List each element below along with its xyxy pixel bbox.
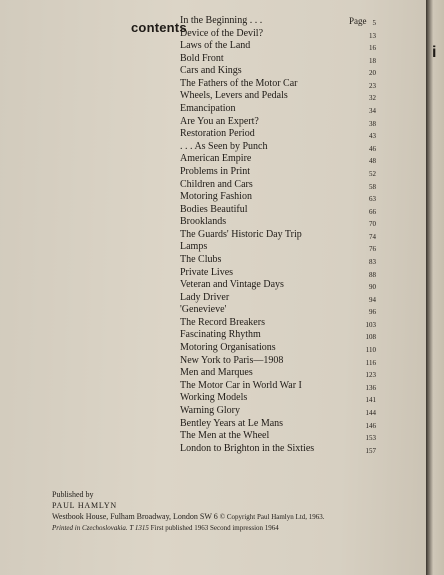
toc-entry-page: 52 [369, 169, 376, 178]
toc-entry [180, 15, 380, 28]
toc-entry-page: 63 [369, 195, 376, 204]
toc-entry-page: 136 [365, 383, 376, 392]
toc-entry-page: 38 [369, 119, 376, 128]
toc-entry [180, 166, 380, 179]
toc-entry-page: 110 [365, 346, 376, 355]
toc-entry [180, 90, 380, 103]
toc-entry-title: Device of the Devil? [180, 27, 264, 39]
toc-entry-page: 58 [369, 182, 376, 191]
copyright-notice: © Copyright Paul Hamlyn Ltd, 1963. [219, 513, 325, 521]
toc-entry-title: The Motor Car in World War I [180, 379, 302, 391]
toc-entry-title: Bodies Beautiful [180, 203, 248, 215]
toc-entry-page: 157 [365, 446, 376, 455]
toc-entry-title: Emancipation [180, 103, 236, 115]
toc-entry-title: Brooklands [180, 216, 227, 228]
toc-entry [180, 216, 380, 229]
toc-entry [180, 443, 380, 456]
toc-entry-title: Fascinating Rhythm [180, 329, 261, 341]
toc-entry-page: 90 [369, 283, 376, 292]
toc-entry-title: American Empire [180, 153, 252, 165]
toc-entry [180, 28, 380, 41]
toc-entry [180, 229, 380, 242]
printed-in: Printed in Czechoslovakia. T 1315 [52, 524, 149, 532]
toc-entry-page: 46 [369, 144, 376, 153]
toc-entry-title: Cars and Kings [180, 65, 242, 77]
toc-entry-title: Children and Cars [180, 178, 253, 190]
toc-entry-page: 83 [369, 257, 376, 266]
toc-entry-title: Bold Front [180, 52, 224, 64]
toc-entry [180, 279, 380, 292]
toc-entry-page: 43 [369, 132, 376, 141]
toc-entry-title: Motoring Fashion [180, 191, 252, 203]
toc-entry-page: 34 [369, 107, 376, 116]
page-column-heading: Page [349, 16, 367, 26]
toc-entry [180, 392, 380, 405]
toc-entry-page: 116 [365, 358, 376, 367]
toc-entry-title: Warning Glory [180, 404, 241, 416]
toc-entry-title: Veteran and Vintage Days [180, 279, 284, 291]
toc-entry [180, 128, 380, 141]
first-published: First published 1963 [150, 524, 209, 532]
second-impression: Second impression 1964 [209, 524, 279, 532]
published-by-label: Published by [52, 490, 94, 499]
toc-entry [180, 241, 380, 254]
toc-entry [180, 304, 380, 317]
toc-entry-page: 13 [369, 31, 376, 40]
toc-entry-page: 146 [365, 421, 376, 430]
toc-entry-title: Motoring Organisations [180, 342, 276, 354]
toc-entry-page: 20 [369, 69, 376, 78]
toc-entry-title: Lamps [180, 241, 208, 253]
toc-entry [180, 40, 380, 53]
toc-entry-page: 48 [369, 157, 376, 166]
toc-entry [180, 204, 380, 217]
toc-entry [180, 430, 380, 443]
toc-entry [180, 153, 380, 166]
toc-entry-title: London to Brighton in the Sixties [180, 442, 315, 454]
toc-entry-title: The Men at the Wheel [180, 430, 270, 442]
toc-entry [180, 78, 380, 91]
toc-entry-page: 5 [372, 19, 376, 27]
toc-entry-title: The Clubs [180, 253, 222, 265]
toc-entry-title: Bentley Years at Le Mans [180, 417, 284, 429]
toc-entry [180, 53, 380, 66]
toc-entry-page: 123 [365, 371, 376, 380]
toc-entry [180, 267, 380, 280]
toc-entry [180, 355, 380, 368]
publication-imprint [52, 489, 324, 534]
toc-entry-page: 32 [369, 94, 376, 103]
toc-entry-page: 70 [369, 220, 376, 229]
toc-entry-title: Laws of the Land [180, 40, 251, 52]
toc-entry-title: Working Models [180, 392, 248, 404]
toc-entry-page: 103 [365, 320, 376, 329]
toc-entry-page: 153 [365, 434, 376, 443]
toc-entry-title: Private Lives [180, 266, 234, 278]
publisher-name: PAUL HAMLYN [52, 501, 117, 510]
toc-entry-page: 23 [369, 81, 376, 90]
toc-entry-page: 76 [369, 245, 376, 254]
toc-entry [180, 141, 380, 154]
toc-entry-title: Problems in Print [180, 165, 251, 177]
toc-entry [180, 103, 380, 116]
toc-entry-page: 66 [369, 207, 376, 216]
toc-entry-page: 18 [369, 56, 376, 65]
contents-heading: contents [131, 20, 187, 35]
toc-entry [180, 254, 380, 267]
toc-entry-page: 16 [369, 44, 376, 53]
toc-entry-page: 108 [365, 333, 376, 342]
toc-entry [180, 380, 380, 393]
toc-entry-title: 'Genevieve' [180, 304, 227, 316]
toc-entry-title: The Fathers of the Motor Car [180, 77, 298, 89]
toc-entry-page: 144 [365, 408, 376, 417]
toc-entry-page: 88 [369, 270, 376, 279]
toc-entry [180, 65, 380, 78]
toc-entry [180, 317, 380, 330]
toc-entry [180, 292, 380, 305]
toc-entry-title: New York to Paris—1908 [180, 354, 284, 366]
toc-entry [180, 179, 380, 192]
toc-entry [180, 367, 380, 380]
toc-entry-title: Men and Marques [180, 367, 253, 379]
toc-entry-title: Wheels, Levers and Pedals [180, 90, 288, 102]
toc-entry-title: The Record Breakers [180, 316, 265, 328]
toc-entry-page: 94 [369, 295, 376, 304]
toc-entry-title: Are You an Expert? [180, 115, 259, 127]
toc-entry [180, 405, 380, 418]
toc-entry-title: . . . As Seen by Punch [180, 140, 268, 152]
adjacent-page-glyph: i [432, 44, 437, 61]
toc-entry [180, 329, 380, 342]
toc-entry-page: 74 [369, 232, 376, 241]
toc-entry [180, 191, 380, 204]
toc-entry-page: 141 [365, 396, 376, 405]
toc-entry-title: Lady Driver [180, 291, 230, 303]
toc-entry-page: 96 [369, 308, 376, 317]
table-of-contents [180, 15, 380, 455]
toc-entry-title: Restoration Period [180, 128, 255, 140]
toc-entry [180, 116, 380, 129]
publisher-address: Westbook House, Fulham Broadway, London SW 6 [52, 512, 218, 521]
adjacent-page-edge [426, 0, 444, 575]
toc-entry [180, 418, 380, 431]
toc-entry [180, 342, 380, 355]
toc-entry-title: In the Beginning . . . [180, 15, 263, 26]
toc-entry-title: The Guards' Historic Day Trip [180, 228, 302, 240]
